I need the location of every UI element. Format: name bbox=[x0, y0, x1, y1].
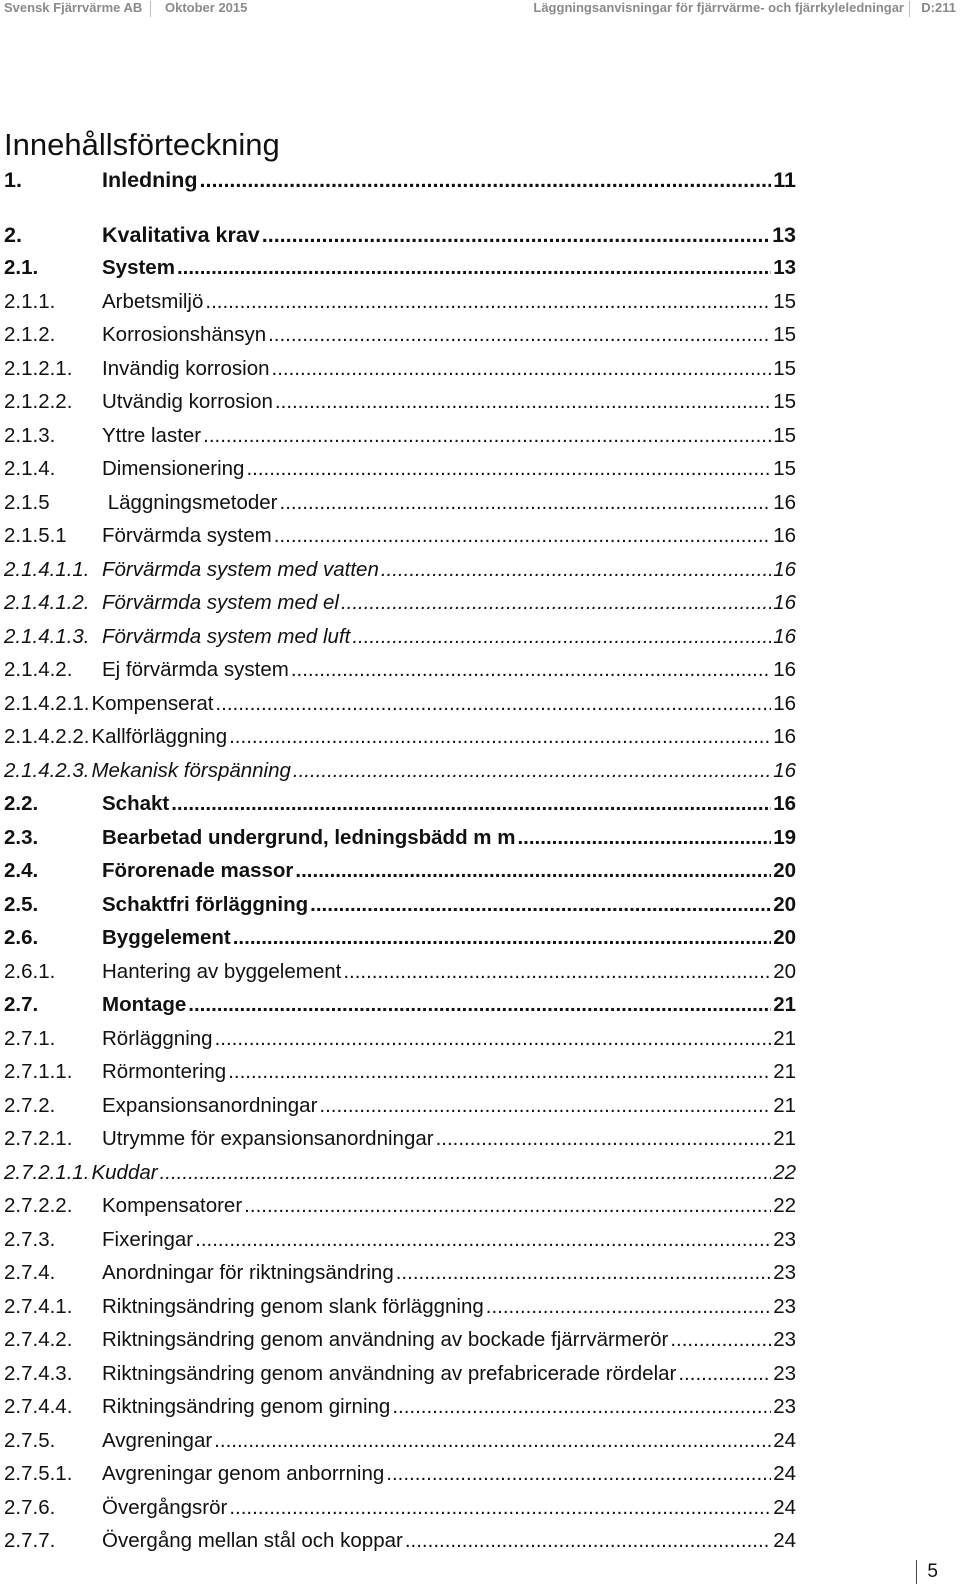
toc-dot-leader bbox=[343, 958, 771, 986]
toc-entry[interactable] bbox=[4, 1092, 796, 1126]
toc-dot-leader bbox=[205, 288, 771, 316]
toc-entry-page: 13 bbox=[773, 256, 796, 279]
toc-entry-number: 2.2. bbox=[4, 792, 39, 815]
toc-entry-page: 21 bbox=[773, 1127, 796, 1150]
toc-entry[interactable] bbox=[4, 422, 796, 456]
toc-entry-label: Korrosionshänsyn bbox=[102, 323, 267, 346]
toc-entry-number: 2.1.1. bbox=[4, 289, 56, 313]
toc-entry-page: 23 bbox=[773, 1328, 796, 1351]
toc-entry-label: System bbox=[102, 256, 175, 279]
toc-entry[interactable] bbox=[4, 166, 796, 200]
toc-entry-number: 2.1.2.2. bbox=[4, 390, 73, 413]
toc-entry-label: Inledning bbox=[102, 168, 198, 192]
toc-entry[interactable] bbox=[4, 623, 796, 657]
toc-entry[interactable] bbox=[4, 991, 796, 1025]
toc-entry-number: 2.1.4.2.1. bbox=[4, 691, 90, 715]
toc-dot-leader bbox=[229, 1494, 771, 1522]
toc-entry-page: 23 bbox=[773, 1294, 796, 1318]
toc-entry-page: 24 bbox=[773, 1462, 796, 1485]
toc-entry-number: 2.7.4. bbox=[4, 1261, 56, 1284]
toc-entry-number: 2.7.7. bbox=[4, 1529, 56, 1552]
toc-entry-label: Riktningsändring genom girning bbox=[102, 1395, 391, 1418]
toc-dot-leader bbox=[670, 1326, 771, 1354]
toc-entry-label: Bearbetad undergrund, ledningsbädd m m bbox=[102, 825, 516, 849]
toc-entry-page: 15 bbox=[773, 423, 796, 447]
header-document-code: D:211 bbox=[921, 0, 956, 15]
toc-entry-page: 16 bbox=[773, 758, 796, 782]
toc-entry[interactable] bbox=[4, 958, 796, 992]
toc-entry-page: 15 bbox=[773, 390, 796, 413]
toc-entry-label: Riktningsändring genom slank förläggning bbox=[102, 1294, 484, 1318]
toc-entry-label: Riktningsändring genom användning av prefabricerade rördelar bbox=[102, 1361, 677, 1385]
toc-entry-number: 2.1.4. bbox=[4, 457, 56, 480]
toc-entry-page: 23 bbox=[773, 1261, 796, 1284]
toc-entry-label: Invändig korrosion bbox=[102, 356, 270, 380]
toc-entry-page: 15 bbox=[773, 356, 796, 380]
toc-entry-number: 2.3. bbox=[4, 825, 39, 849]
header-company: Svensk Fjärrvärme AB bbox=[4, 0, 143, 15]
toc-entry[interactable] bbox=[4, 1125, 796, 1159]
toc-entry-label: Kompenserat bbox=[91, 691, 214, 715]
toc-entry-number: 2.1.4.2.3. bbox=[4, 758, 90, 782]
toc-entry-number: 2.1.3. bbox=[4, 423, 56, 447]
toc-entry-label: Arbetsmiljö bbox=[102, 289, 204, 313]
toc-dot-leader bbox=[188, 991, 771, 1019]
toc-entry[interactable] bbox=[4, 1460, 796, 1494]
toc-entry-number: 2.6.1. bbox=[4, 959, 56, 983]
toc-entry[interactable] bbox=[4, 1159, 796, 1193]
toc-entry-number: 2.7.3. bbox=[4, 1227, 56, 1251]
toc-entry-page: 16 bbox=[773, 792, 796, 815]
toc-entry[interactable] bbox=[4, 1494, 796, 1528]
toc-entry-label: Rörmontering bbox=[102, 1060, 227, 1083]
header-date: Oktober 2015 bbox=[165, 0, 248, 15]
toc-entry-label: Riktningsändring genom användning av bockade fjärrvärmerör bbox=[102, 1328, 669, 1351]
toc-entry[interactable] bbox=[4, 1293, 796, 1327]
toc-entry[interactable] bbox=[4, 891, 796, 925]
toc-dot-leader bbox=[274, 522, 771, 550]
toc-entry[interactable] bbox=[4, 288, 796, 322]
toc-dot-leader bbox=[386, 1460, 771, 1488]
toc-entry-label: Dimensionering bbox=[102, 457, 245, 480]
toc-entry[interactable] bbox=[4, 221, 796, 255]
running-header bbox=[0, 0, 960, 22]
toc-entry-number: 2.6. bbox=[4, 926, 39, 949]
toc-entry[interactable] bbox=[4, 790, 796, 824]
toc-dot-leader bbox=[295, 857, 771, 885]
header-document-title: Läggningsanvisningar för fjärrvärme- och fjärrkyleledningar bbox=[533, 0, 904, 15]
toc-entry[interactable] bbox=[4, 1527, 796, 1561]
toc-entry[interactable] bbox=[4, 757, 796, 791]
toc-dot-leader bbox=[275, 388, 771, 416]
toc-dot-leader bbox=[262, 221, 770, 249]
toc-dot-leader bbox=[229, 723, 771, 751]
toc-entry-number: 2.1.5.1 bbox=[4, 524, 67, 547]
page-number: 5 bbox=[916, 1560, 938, 1584]
toc-entry[interactable] bbox=[4, 254, 796, 288]
toc-entry-label: Förvärmda system med el bbox=[102, 591, 339, 614]
toc-entry-page: 22 bbox=[773, 1160, 796, 1184]
toc-entry-number: 2.1. bbox=[4, 256, 39, 279]
toc-entry-label: Kuddar bbox=[91, 1160, 158, 1184]
toc-entry-page: 19 bbox=[773, 825, 796, 849]
toc-entry[interactable] bbox=[4, 522, 796, 556]
toc-entry-page: 16 bbox=[773, 624, 796, 648]
toc-entry-page: 22 bbox=[773, 1194, 796, 1217]
toc-dot-leader bbox=[268, 321, 771, 349]
toc-dot-leader bbox=[214, 1427, 771, 1455]
toc-entry-page: 20 bbox=[773, 892, 796, 916]
toc-entry[interactable] bbox=[4, 690, 796, 724]
toc-entry-number: 2.7.2.1. bbox=[4, 1127, 73, 1150]
toc-entry-number: 2.1.4.1.3. bbox=[4, 624, 90, 648]
toc-dot-leader bbox=[381, 556, 771, 584]
toc-dot-leader bbox=[291, 656, 771, 684]
toc-entry-page: 16 bbox=[773, 557, 796, 581]
toc-dot-leader bbox=[215, 690, 771, 718]
toc-entry[interactable] bbox=[4, 1058, 796, 1092]
toc-entry[interactable] bbox=[4, 1259, 796, 1293]
toc-entry[interactable] bbox=[4, 589, 796, 623]
header-divider bbox=[150, 1, 151, 17]
toc-entry[interactable] bbox=[4, 857, 796, 891]
toc-dot-leader bbox=[160, 1159, 772, 1187]
toc-entry-page: 11 bbox=[773, 168, 796, 192]
toc-entry-number: 2.4. bbox=[4, 859, 39, 882]
toc-entry-label: Utvändig korrosion bbox=[102, 390, 273, 413]
toc-entry-page: 21 bbox=[773, 1026, 796, 1050]
toc-entry[interactable] bbox=[4, 656, 796, 690]
toc-entry[interactable] bbox=[4, 489, 796, 523]
toc-entry-label: Rörläggning bbox=[102, 1026, 213, 1050]
toc-entry-label: Schakt bbox=[102, 792, 170, 815]
toc-entry-label: Mekanisk förspänning bbox=[91, 758, 291, 782]
toc-dot-leader bbox=[200, 166, 772, 194]
toc-entry[interactable] bbox=[4, 455, 796, 489]
toc-dot-leader bbox=[244, 1192, 771, 1220]
toc-dot-leader bbox=[272, 355, 772, 383]
toc-entry-page: 16 bbox=[773, 591, 796, 614]
toc-entry-page: 23 bbox=[773, 1227, 796, 1251]
toc-entry-page: 21 bbox=[773, 1060, 796, 1083]
toc-entry-number: 2.7.2. bbox=[4, 1093, 56, 1117]
toc-entry-number: 2.7.5.1. bbox=[4, 1462, 73, 1485]
toc-entry-page: 16 bbox=[773, 524, 796, 547]
toc-entry[interactable] bbox=[4, 1226, 796, 1260]
toc-entry[interactable] bbox=[4, 1427, 796, 1461]
toc-entry-number: 2.1.2.1. bbox=[4, 356, 73, 380]
toc-entry-page: 24 bbox=[773, 1495, 796, 1519]
toc-entry-number: 2.7.1.1. bbox=[4, 1060, 73, 1083]
toc-entry-page: 15 bbox=[773, 289, 796, 313]
toc-entry-page: 23 bbox=[773, 1395, 796, 1418]
toc-entry-number: 2.1.2. bbox=[4, 323, 56, 346]
toc-entry-label: Avgreningar bbox=[102, 1428, 213, 1452]
toc-entry-number: 2.5. bbox=[4, 892, 39, 916]
toc-dot-leader bbox=[228, 1058, 771, 1086]
toc-entry-label: Utrymme för expansionsanordningar bbox=[102, 1127, 434, 1150]
toc-entry-label: Yttre laster bbox=[102, 423, 202, 447]
toc-entry-label: Anordningar för riktningsändring bbox=[102, 1261, 394, 1284]
toc-entry-number: 2.7.4.3. bbox=[4, 1361, 73, 1385]
toc-entry-page: 21 bbox=[773, 1093, 796, 1117]
header-divider bbox=[909, 1, 910, 17]
toc-entry-number: 2.1.4.2. bbox=[4, 658, 73, 681]
toc-dot-leader bbox=[678, 1360, 771, 1388]
toc-entry-page: 20 bbox=[773, 859, 796, 882]
toc-entry-number: 2.1.4.1.2. bbox=[4, 591, 90, 614]
toc-entry-page: 24 bbox=[773, 1529, 796, 1552]
toc-entry-page: 15 bbox=[773, 323, 796, 346]
toc-entry-number: 2.7.6. bbox=[4, 1495, 56, 1519]
toc-dot-leader bbox=[233, 924, 771, 952]
toc-entry-page: 13 bbox=[772, 222, 796, 247]
toc-dot-leader bbox=[246, 455, 771, 483]
toc-entry-page: 16 bbox=[773, 691, 796, 715]
toc-entry-number: 2.7.2.1.1. bbox=[4, 1160, 90, 1184]
toc-entry[interactable] bbox=[4, 1025, 796, 1059]
toc-entry[interactable] bbox=[4, 1192, 796, 1226]
toc-entry-label: Montage bbox=[102, 993, 187, 1016]
toc-dot-leader bbox=[517, 824, 771, 852]
toc-dot-leader bbox=[195, 1226, 771, 1254]
toc-dot-leader bbox=[319, 1092, 771, 1120]
toc-entry-number: 1. bbox=[4, 168, 22, 192]
toc-entry-number: 2.1.4.1.1. bbox=[4, 557, 90, 581]
toc-entry-page: 20 bbox=[773, 926, 796, 949]
toc-entry-label: Läggningsmetoder bbox=[102, 490, 278, 514]
toc-entry-label: Förorenade massor bbox=[102, 859, 294, 882]
toc-entry[interactable] bbox=[4, 1393, 796, 1427]
toc-entry-label: Förvärmda system bbox=[102, 524, 272, 547]
toc-dot-leader bbox=[203, 422, 771, 450]
toc-entry-number: 2.7.4.4. bbox=[4, 1395, 73, 1418]
toc-entry-number: 2.7.2.2. bbox=[4, 1194, 73, 1217]
toc-entry[interactable] bbox=[4, 355, 796, 389]
toc-entry-number: 2.7.4.1. bbox=[4, 1294, 73, 1318]
toc-entry-number: 2.7.4.2. bbox=[4, 1328, 73, 1351]
toc-entry-number: 2.7.1. bbox=[4, 1026, 56, 1050]
toc-entry[interactable] bbox=[4, 1326, 796, 1360]
toc-dot-leader bbox=[177, 254, 771, 282]
toc-entry-label: Fixeringar bbox=[102, 1227, 194, 1251]
toc-entry-page: 16 bbox=[773, 658, 796, 681]
toc-entry-page: 21 bbox=[773, 993, 796, 1016]
toc-entry-label: Kvalitativa krav bbox=[102, 222, 260, 247]
toc-entry[interactable] bbox=[4, 1360, 796, 1394]
toc-entry-label: Schaktfri förläggning bbox=[102, 892, 309, 916]
toc-entry-number: 2.7.5. bbox=[4, 1428, 56, 1452]
toc-entry-label: Förvärmda system med vatten bbox=[102, 557, 379, 581]
toc-entry-label: Kallförläggning bbox=[91, 725, 228, 748]
toc-dot-leader bbox=[341, 589, 771, 617]
toc-dot-leader bbox=[215, 1025, 772, 1053]
toc-entry-page: 15 bbox=[773, 457, 796, 480]
toc-entry-label: Hantering av byggelement bbox=[102, 959, 342, 983]
toc-dot-leader bbox=[486, 1293, 771, 1321]
toc-entry-label: Expansionsanordningar bbox=[102, 1093, 318, 1117]
toc-entry-number: 2. bbox=[4, 222, 22, 247]
toc-dot-leader bbox=[310, 891, 771, 919]
toc-entry-label: Ej förvärmda system bbox=[102, 658, 289, 681]
toc-dot-leader bbox=[280, 489, 772, 517]
toc-entry-page: 16 bbox=[773, 490, 796, 514]
toc-entry-page: 23 bbox=[773, 1361, 796, 1385]
toc-entry-number: 2.7. bbox=[4, 993, 39, 1016]
toc-entry[interactable] bbox=[4, 321, 796, 355]
toc-entry-page: 16 bbox=[773, 725, 796, 748]
table-of-contents bbox=[4, 166, 796, 1561]
toc-entry[interactable] bbox=[4, 723, 796, 757]
toc-dot-leader bbox=[436, 1125, 772, 1153]
toc-entry-label: Avgreningar genom anborrning bbox=[102, 1462, 385, 1485]
toc-dot-leader bbox=[352, 623, 771, 651]
page-title: Innehållsförteckning bbox=[4, 126, 280, 162]
toc-dot-leader bbox=[293, 757, 771, 785]
toc-entry-page: 24 bbox=[773, 1428, 796, 1452]
toc-entry[interactable] bbox=[4, 388, 796, 422]
toc-entry-label: Kompensatorer bbox=[102, 1194, 243, 1217]
toc-dot-leader bbox=[405, 1527, 771, 1555]
toc-entry[interactable] bbox=[4, 924, 796, 958]
toc-dot-leader bbox=[392, 1393, 771, 1421]
toc-entry-label: Byggelement bbox=[102, 926, 231, 949]
toc-dot-leader bbox=[396, 1259, 771, 1287]
toc-dot-leader bbox=[171, 790, 771, 818]
toc-entry-label: Förvärmda system med luft bbox=[102, 624, 351, 648]
toc-entry-page: 20 bbox=[773, 959, 796, 983]
toc-entry[interactable] bbox=[4, 556, 796, 590]
toc-entry-number: 2.1.5 bbox=[4, 490, 50, 514]
toc-entry[interactable] bbox=[4, 824, 796, 858]
toc-entry-label: Övergångsrör bbox=[102, 1495, 228, 1519]
toc-entry-number: 2.1.4.2.2. bbox=[4, 725, 90, 748]
toc-entry-label: Övergång mellan stål och koppar bbox=[102, 1529, 403, 1552]
